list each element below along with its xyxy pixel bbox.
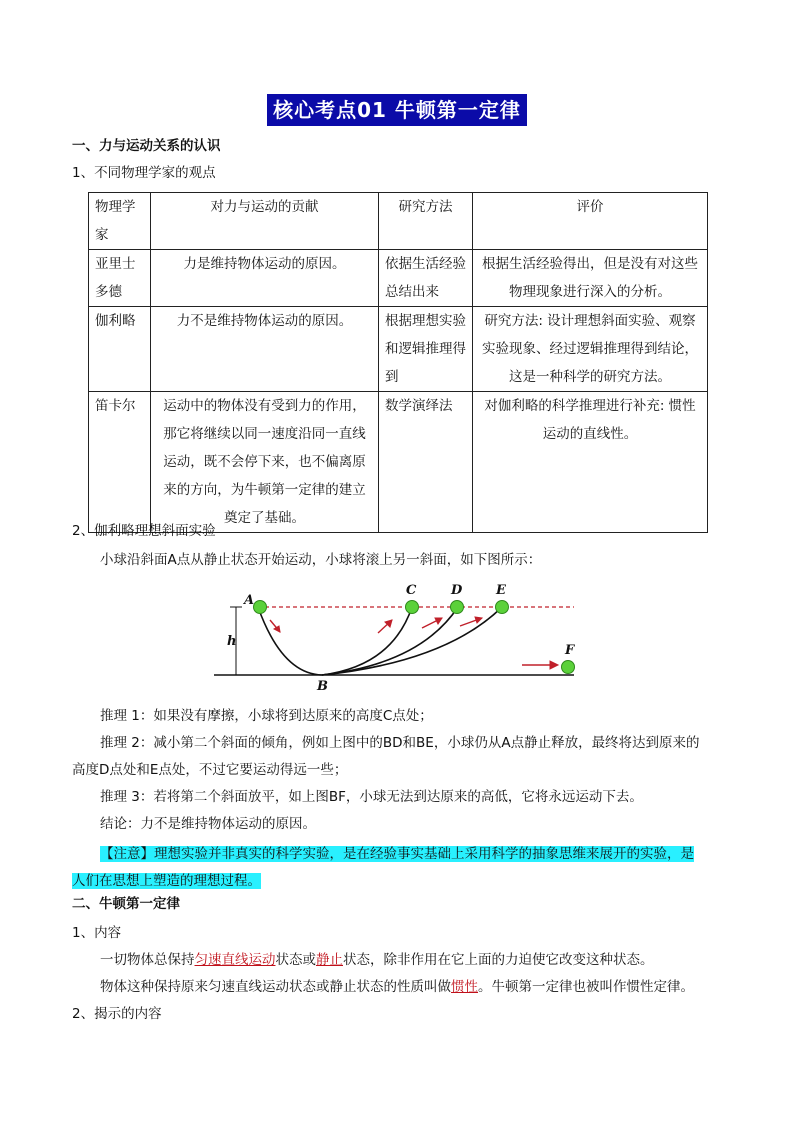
- table-row: [89, 307, 708, 392]
- note-tag: 【注意】: [100, 846, 154, 862]
- incline-curve-ab: [258, 607, 322, 675]
- arrow-head: [475, 617, 482, 623]
- experiment-intro: 小球沿斜面A点从静止状态开始运动，小球将滚上另一斜面，如下图所示：: [100, 552, 542, 568]
- inference-1: 推理 1：如果没有摩擦，小球将到达原来的高度C点处；: [100, 708, 433, 724]
- diagram-labels: [227, 583, 575, 694]
- table-cell-contribution: 运动中的物体没有受到力的作用，那它将继续以同一速度沿同一直线运动，既不会停下来，也不偏离原来的方向，为牛顿第一定律的建立奠定了基础。: [151, 392, 379, 533]
- note-text-2: 人们在思想上塑造的理想过程。: [72, 873, 261, 889]
- table-header-cell: 对力与运动的贡献: [151, 193, 379, 250]
- law-content: [100, 950, 654, 970]
- label-h: h: [227, 634, 237, 649]
- inertia-text-a: 物体这种保持原来匀速直线运动状态或静止状态的性质叫做: [100, 979, 451, 995]
- incline-bc: [322, 607, 412, 675]
- table-row: [89, 250, 708, 307]
- incline-diagram: [210, 582, 580, 694]
- page-title: 核心考点01 牛顿第一定律: [267, 94, 527, 126]
- law-text-a: 一切物体总保持: [100, 952, 195, 968]
- table-header-cell: 研究方法: [379, 193, 473, 250]
- label-c: C: [406, 583, 417, 598]
- inference-3: 推理 3：若将第二个斜面放平，如上图BF，小球无法到达原来的高低，它将永远运动下去。: [100, 789, 643, 805]
- conclusion: 结论：力不是维持物体运动的原因。: [100, 816, 316, 832]
- table-cell-method: 依据生活经验总结出来: [379, 250, 473, 307]
- label-f: F: [565, 643, 575, 658]
- inference-2a: 推理 2：减小第二个斜面的倾角，例如上图中的BD和BE，小球仍从A点静止释放，最终将达到原来的: [100, 735, 700, 751]
- section1-sub1: 1、不同物理学家的观点: [72, 165, 216, 181]
- table-cell-who: 亚里士多德: [89, 250, 151, 307]
- incline-bd: [322, 607, 458, 675]
- table-cell-who: 笛卡尔: [89, 392, 151, 533]
- table-header-cell: 物理学家: [89, 193, 151, 250]
- note-text-1: 理想实验并非真实的科学实验，是在经验事实基础上采用科学的抽象思维来展开的实验，是: [154, 846, 694, 862]
- law-text-c: 状态，除非作用在它上面的力迫使它改变这种状态。: [343, 952, 654, 968]
- table-cell-who: 伽利略: [89, 307, 151, 392]
- table-header-row: [89, 193, 708, 250]
- ball-f: [562, 661, 575, 674]
- inference-2b: 高度D点处和E点处，不过它要运动得远一些；: [72, 762, 348, 778]
- ball-c: [406, 601, 419, 614]
- inertia-content: [100, 977, 694, 997]
- table-cell-evaluation: 研究方法: 设计理想斜面实验、观察实验现象、经过逻辑推理得到结论，这是一种科学的研究方法。: [473, 307, 708, 392]
- physicists-table: [88, 192, 708, 533]
- section2-sub1: 1、内容: [72, 925, 122, 941]
- law-key-rest: 静止: [316, 952, 343, 968]
- law-text-b: 状态或: [275, 952, 316, 968]
- table-cell-method: 根据理想实验和逻辑推理得到: [379, 307, 473, 392]
- table-cell-contribution: 力是维持物体运动的原因。: [151, 250, 379, 307]
- arrow-head: [435, 618, 442, 624]
- ball-e: [496, 601, 509, 614]
- section2-sub2: 2、揭示的内容: [72, 1006, 162, 1022]
- table-row: [89, 392, 708, 533]
- table-cell-method: 数学演绎法: [379, 392, 473, 533]
- table-cell-evaluation: 根据生活经验得出，但是没有对这些物理现象进行深入的分析。: [473, 250, 708, 307]
- arrow-head: [550, 661, 558, 669]
- page-title-wrap: [0, 94, 794, 126]
- inertia-text-b: 。牛顿第一定律也被叫作惯性定律。: [478, 979, 694, 995]
- table-cell-contribution: 力不是维持物体运动的原因。: [151, 307, 379, 392]
- ball-d: [451, 601, 464, 614]
- label-e: E: [496, 583, 506, 598]
- motion-arrows: [270, 617, 558, 669]
- note-block: [72, 841, 722, 895]
- inertia-key: 惯性: [451, 979, 478, 995]
- label-a: A: [244, 593, 255, 608]
- ball-a: [254, 601, 267, 614]
- balls: [254, 601, 575, 674]
- label-d: D: [451, 583, 463, 598]
- section2-heading: 二、牛顿第一定律: [72, 896, 180, 912]
- section1-sub2: 2、伽利略理想斜面实验: [72, 523, 216, 539]
- table-cell-evaluation: 对伽利略的科学推理进行补充: 惯性运动的直线性。: [473, 392, 708, 533]
- section1-heading: 一、力与运动关系的认识: [72, 138, 221, 154]
- label-b: B: [317, 679, 328, 694]
- law-key-uniform-motion: 匀速直线运动: [194, 952, 276, 968]
- table-header-cell: 评价: [473, 193, 708, 250]
